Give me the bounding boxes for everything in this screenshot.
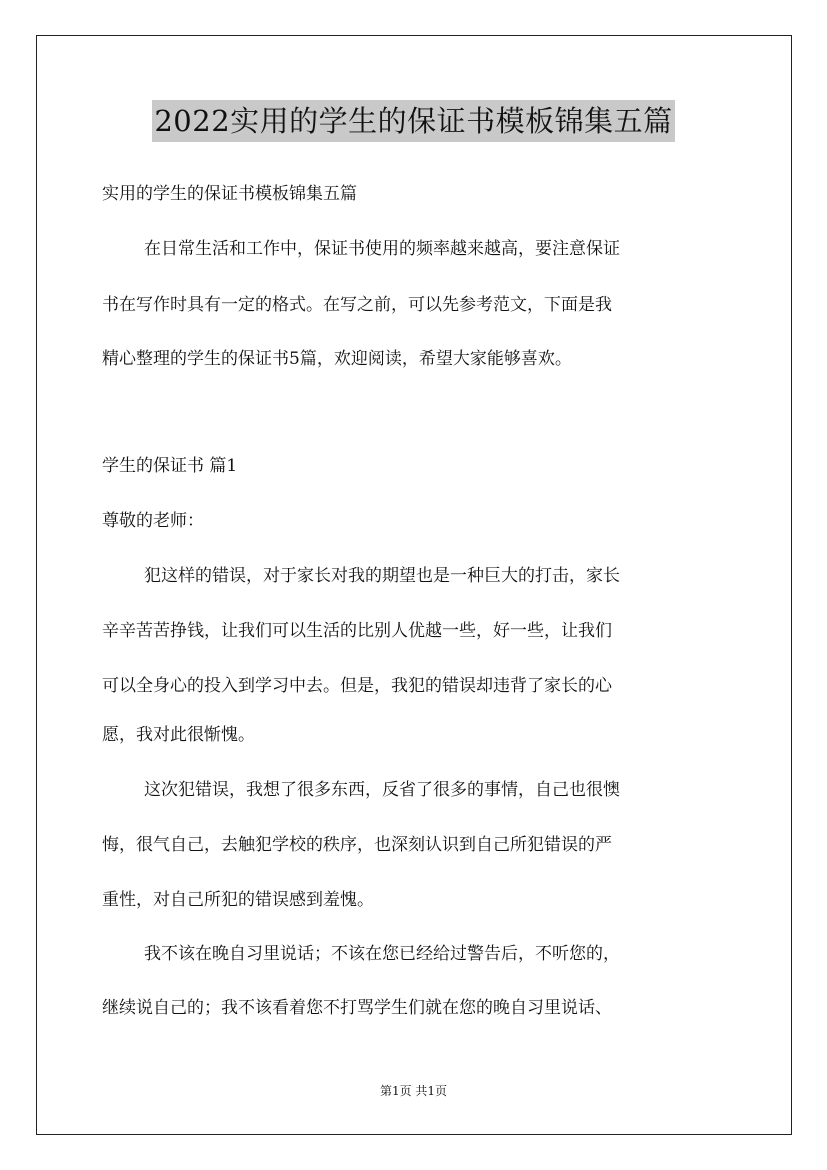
intro-line-3: 精心整理的学生的保证书5篇，欢迎阅读，希望大家能够喜欢。 [102,349,572,369]
intro-line-1: 在日常生活和工作中，保证书使用的频率越来越高，要注意保证 [144,239,620,259]
document-title: 2022实用的学生的保证书模板锦集五篇 [152,100,674,142]
paragraph2-line-2: 悔，很气自己，去触犯学校的秩序，也深刻认识到自己所犯错误的严 [102,835,612,855]
title-container [0,100,827,142]
paragraph1-line-2: 辛辛苦苦挣钱，让我们可以生活的比别人优越一些，好一些，让我们 [102,621,612,641]
paragraph1-line-1: 犯这样的错误，对于家长对我的期望也是一种巨大的打击，家长 [144,566,620,586]
paragraph1-line-3: 可以全身心的投入到学习中去。但是，我犯的错误却违背了家长的心 [102,676,612,696]
salutation: 尊敬的老师： [102,511,204,531]
section-heading: 学生的保证书 篇1 [102,456,238,476]
paragraph3-line-2: 继续说自己的；我不该看着您不打骂学生们就在您的晚自习里说话、 [102,998,612,1018]
paragraph2-line-3: 重性，对自己所犯的错误感到羞愧。 [102,890,374,910]
document-subtitle: 实用的学生的保证书模板锦集五篇 [102,184,357,204]
page-footer: 第1页 共1页 [379,1084,448,1098]
paragraph1-line-4: 愿，我对此很惭愧。 [102,725,255,745]
intro-line-2: 书在写作时具有一定的格式。在写之前，可以先参考范文，下面是我 [102,295,612,315]
paragraph3-line-1: 我不该在晚自习里说话；不该在您已经给过警告后，不听您的， [144,944,620,964]
paragraph2-line-1: 这次犯错误，我想了很多东西，反省了很多的事情，自己也很懊 [144,780,620,800]
